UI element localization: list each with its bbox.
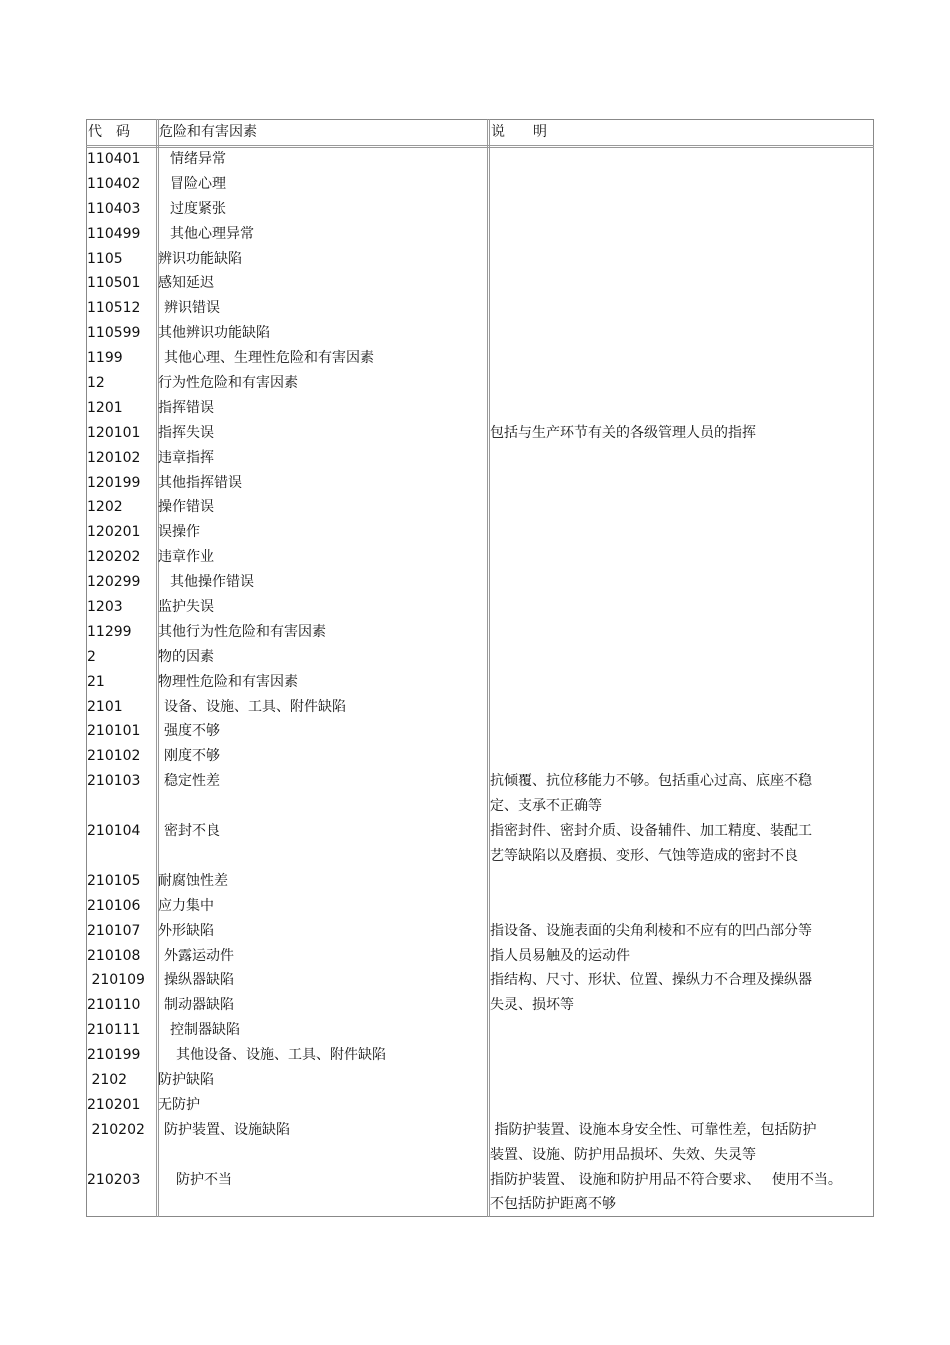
- row-code: 210106: [87, 897, 141, 914]
- table-row: [86, 894, 874, 919]
- row-note-line: 指密封件、密封介质、设备辅件、加工精度、装配工: [490, 823, 812, 840]
- row-factor: 外形缺陷: [158, 922, 214, 939]
- row-code: 110501: [87, 275, 141, 292]
- row-factor: 其他行为性危险和有害因素: [158, 623, 326, 640]
- table-row: [86, 172, 874, 197]
- table-row: [86, 944, 874, 969]
- row-code: 210199: [87, 1047, 141, 1064]
- table-row: [86, 919, 874, 944]
- row-code: 110401: [87, 151, 141, 167]
- row-code: 210105: [87, 872, 141, 889]
- row-code: 2101: [87, 698, 123, 715]
- row-note-line: 抗倾覆、抗位移能力不够。包括重心过高、底座不稳: [490, 773, 812, 790]
- table-row: [86, 645, 874, 670]
- row-factor: 密封不良: [164, 823, 220, 840]
- row-code: 120202: [87, 549, 141, 566]
- row-code: 210110: [87, 997, 141, 1014]
- row-code: 1202: [87, 499, 123, 516]
- table-row: [86, 495, 874, 520]
- table-row: [86, 247, 874, 272]
- row-code: 120101: [87, 424, 141, 441]
- row-code: 120102: [87, 449, 141, 466]
- row-code: 1201: [87, 399, 123, 416]
- row-factor: 辨识错误: [164, 300, 220, 317]
- row-code: 210109: [87, 972, 145, 989]
- table-body: [86, 147, 874, 1217]
- header-factor: 危险和有害因素: [159, 124, 257, 140]
- row-code: 120199: [87, 474, 141, 491]
- row-factor: 其他操作错误: [170, 574, 254, 591]
- row-factor: 违章指挥: [158, 449, 214, 466]
- row-factor: 稳定性差: [164, 773, 220, 790]
- table-row: [86, 421, 874, 446]
- row-code: 210203: [87, 1171, 141, 1188]
- row-note-line: 失灵、损坏等: [490, 997, 574, 1014]
- row-factor: 防护装置、设施缺陷: [164, 1121, 290, 1138]
- row-factor: 监护失误: [158, 599, 214, 616]
- table-row: [86, 570, 874, 595]
- row-code: 12: [87, 375, 105, 392]
- row-factor: 过度紧张: [170, 200, 226, 217]
- row-code: 1105: [87, 250, 123, 267]
- table-row: [86, 471, 874, 496]
- row-note-line: 指人员易触及的运动件: [490, 947, 630, 964]
- table-row: [86, 719, 874, 744]
- header-code: 代 码: [88, 124, 130, 140]
- row-factor: 操作错误: [158, 499, 214, 516]
- row-factor: 其他心理、生理性危险和有害因素: [164, 350, 374, 367]
- row-factor: 设备、设施、工具、附件缺陷: [164, 698, 346, 715]
- row-code: 21: [87, 673, 105, 690]
- row-code: 1199: [87, 350, 123, 367]
- row-factor: 情绪异常: [170, 151, 226, 167]
- row-factor: 冒险心理: [170, 175, 226, 192]
- row-factor: 其他设备、设施、工具、附件缺陷: [176, 1047, 386, 1064]
- row-factor: 指挥失误: [158, 424, 214, 441]
- row-factor: 辨识功能缺陷: [158, 250, 242, 267]
- row-factor: 行为性危险和有害因素: [158, 375, 298, 392]
- row-factor: 误操作: [158, 524, 200, 541]
- table-row: [86, 321, 874, 346]
- table-row: [86, 520, 874, 545]
- table-row: [86, 396, 874, 421]
- row-code: 110599: [87, 325, 141, 342]
- table-row: [86, 1043, 874, 1068]
- row-code: 110499: [87, 225, 141, 242]
- row-code: 210108: [87, 947, 141, 964]
- row-factor: 防护不当: [176, 1171, 232, 1188]
- row-note-line: 指防护装置、设施本身安全性、可靠性差，包括防护: [490, 1121, 817, 1138]
- row-factor: 控制器缺陷: [170, 1022, 240, 1039]
- table-row: [86, 371, 874, 396]
- table-row: [86, 1093, 874, 1118]
- table-row: [86, 769, 874, 819]
- table-row: [86, 346, 874, 371]
- row-factor: 外露运动件: [164, 947, 234, 964]
- table-row: [86, 1018, 874, 1043]
- row-code: 210103: [87, 773, 141, 790]
- row-factor: 感知延迟: [158, 275, 214, 292]
- row-code: 2102: [87, 1071, 128, 1088]
- row-note-line: 指结构、尺寸、形状、位置、操纵力不合理及操纵器: [490, 972, 812, 989]
- row-factor: 应力集中: [158, 897, 214, 914]
- row-factor: 操纵器缺陷: [164, 972, 234, 989]
- table-row: [86, 968, 874, 993]
- row-factor: 强度不够: [164, 723, 220, 740]
- table-row: [86, 296, 874, 321]
- row-note-line: 定、支承不正确等: [490, 798, 602, 815]
- row-code: 210202: [87, 1121, 145, 1138]
- row-factor: 违章作业: [158, 549, 214, 566]
- row-factor: 耐腐蚀性差: [158, 872, 228, 889]
- row-note-line: 指防护装置、 设施和防护用品不符合要求、 使用不当。: [490, 1171, 842, 1188]
- row-factor: 物理性危险和有害因素: [158, 673, 298, 690]
- row-code: 110512: [87, 300, 141, 317]
- table-row: [86, 222, 874, 247]
- row-note-line: 包括与生产环节有关的各级管理人员的指挥: [490, 424, 756, 441]
- table-row: [86, 993, 874, 1018]
- row-factor: 其他心理异常: [170, 225, 254, 242]
- table-row: [86, 271, 874, 296]
- row-code: 210107: [87, 922, 141, 939]
- table-row: [86, 1118, 874, 1168]
- row-code: 2: [87, 648, 96, 665]
- row-code: 1203: [87, 599, 123, 616]
- row-code: 120299: [87, 574, 141, 591]
- row-note-line: 装置、设施、防护用品损坏、失效、失灵等: [490, 1146, 756, 1163]
- row-note-line: 指设备、设施表面的尖角利棱和不应有的凹凸部分等: [490, 922, 812, 939]
- table-row: [86, 620, 874, 645]
- row-factor: 制动器缺陷: [164, 997, 234, 1014]
- row-code: 110402: [87, 175, 141, 192]
- row-code: 210111: [87, 1022, 141, 1039]
- row-code: 120201: [87, 524, 141, 541]
- row-code: 110403: [87, 200, 141, 217]
- row-factor: 防护缺陷: [158, 1071, 214, 1088]
- table-row: [86, 545, 874, 570]
- row-code: 210102: [87, 748, 141, 765]
- table-row: [86, 744, 874, 769]
- table-row: [86, 869, 874, 894]
- table-row: [86, 147, 874, 172]
- row-note-line: 不包括防护距离不够: [490, 1196, 616, 1213]
- row-code: 210104: [87, 823, 141, 840]
- table-row: [86, 1168, 874, 1218]
- table-row: [86, 446, 874, 471]
- row-code: 210201: [87, 1096, 141, 1113]
- table-row: [86, 595, 874, 620]
- row-factor: 刚度不够: [164, 748, 220, 765]
- row-note-line: 艺等缺陷以及磨损、变形、气蚀等造成的密封不良: [490, 847, 798, 864]
- table-row: [86, 197, 874, 222]
- row-code: 11299: [87, 623, 132, 640]
- header-note: 说 明: [491, 124, 547, 140]
- table-row: [86, 1068, 874, 1093]
- table-row: [86, 670, 874, 695]
- table-row: [86, 695, 874, 720]
- row-factor: 无防护: [158, 1096, 200, 1113]
- table-row: [86, 819, 874, 869]
- row-factor: 其他辨识功能缺陷: [158, 325, 270, 342]
- row-factor: 指挥错误: [158, 399, 214, 416]
- row-factor: 物的因素: [158, 648, 214, 665]
- row-factor: 其他指挥错误: [158, 474, 242, 491]
- row-code: 210101: [87, 723, 141, 740]
